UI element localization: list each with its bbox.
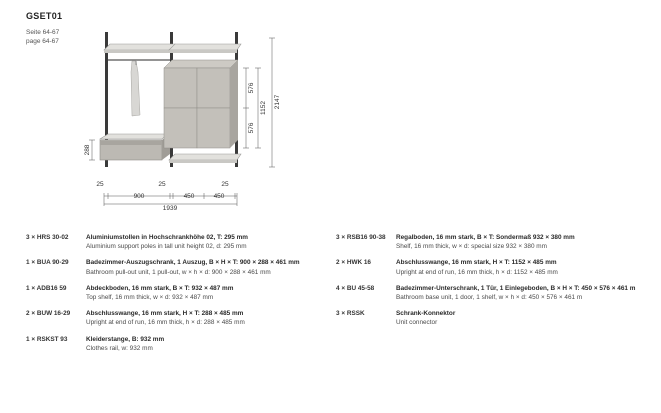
parts-row: [26, 284, 326, 302]
part-title: Abdeckboden, 16 mm stark, B × T: 932 × 487 mm: [86, 284, 234, 292]
part-quantity: 3 × RSB16 90-38: [336, 234, 386, 241]
parts-list-right: [336, 233, 636, 335]
part-subtitle: Upright at end of run, 16 mm thick, h × d: 288 × 485 mm: [86, 319, 245, 327]
dim-450-b: 450: [213, 193, 225, 200]
dim-2147: 2147: [274, 94, 281, 110]
part-subtitle: Bathroom base unit, 1 door, 1 shelf, w × h × d: 450 × 576 × 461 m: [396, 294, 583, 302]
dim-1939: 1939: [162, 205, 178, 210]
part-quantity: 1 × BUA 90-29: [26, 259, 69, 267]
part-quantity: 1 × ADB16 59: [26, 284, 67, 292]
part-title: Abschlusswange, 16 mm stark, H × T: 288 × 485 mm: [86, 310, 244, 318]
dim-25-c: 25: [221, 181, 229, 188]
dim-1152: 1152: [260, 101, 267, 115]
parts-row: [336, 284, 636, 302]
dim-450-a: 450: [183, 193, 195, 200]
dim-288: 288: [84, 144, 91, 156]
dim-900: 900: [133, 193, 145, 200]
set-code: GSET01: [26, 11, 63, 21]
dim-576-top: 576: [248, 82, 255, 94]
part-title: Badezimmer-Unterschrank, 1 Tür, 1 Einlegeboden, B × H × T: 450 × 576 × 461 m: [396, 284, 636, 292]
cabinet-top: [164, 60, 238, 68]
part-title: Badezimmer-Auszugschrank, 1 Auszug, B × H × T: 900 × 288 × 461 mm: [86, 259, 300, 267]
page-reference: [26, 28, 59, 46]
page-reference-de: Seite 64-67: [26, 29, 60, 36]
hanging-garment: [131, 61, 140, 116]
part-quantity: 4 × BU 45-58: [336, 284, 375, 292]
part-subtitle: Shelf, 16 mm thick, w × d: special size 932 × 380 mm: [396, 243, 547, 251]
parts-row: [336, 258, 636, 276]
parts-row: [336, 309, 636, 327]
part-subtitle: Unit connector: [396, 319, 438, 327]
parts-row: [26, 258, 326, 276]
part-quantity: 2 × HWK 16: [336, 259, 371, 267]
part-title: Aluminiumstollen in Hochschrankhöhe 02, T: 295 mm: [86, 234, 248, 241]
part-quantity: 3 × HRS 30-02: [26, 234, 69, 241]
part-title: Kleiderstange, B: 932 mm: [86, 335, 165, 343]
part-subtitle: Upright at end of run, 16 mm thick, h × d: 1152 × 485 mm: [396, 268, 558, 276]
part-quantity: 1 × RSKST 93: [26, 335, 68, 343]
dim-25-a: 25: [96, 181, 104, 188]
part-subtitle: Clothes rail, w: 932 mm: [86, 344, 153, 352]
part-subtitle: Top shelf, 16 mm thick, w × d: 932 × 487 mm: [86, 294, 214, 302]
dim-25-b: 25: [158, 181, 166, 188]
parts-list-left: [26, 233, 326, 360]
parts-row: [26, 233, 326, 251]
part-subtitle: Bathroom pull-out unit, 1 pull-out, w × h × d: 900 × 288 × 461 mm: [86, 268, 271, 276]
page-reference-en: page 64-67: [26, 38, 59, 45]
cabinet-door-top-right: [197, 68, 230, 108]
cabinet-door-top-left: [164, 68, 197, 108]
part-title: Regalboden, 16 mm stark, B × T: Sondermaß 932 × 380 mm: [396, 234, 575, 241]
part-title: Abschlusswange, 16 mm stark, H × T: 1152 × 485 mm: [396, 259, 557, 267]
dim-576-bottom: 576: [248, 122, 255, 134]
parts-row: [26, 335, 326, 353]
right-bottom-shelf: [169, 154, 241, 160]
parts-row: [336, 233, 636, 251]
part-quantity: 3 × RSSK: [336, 310, 365, 318]
part-subtitle: Aluminium support poles in tall unit height 02, d: 295 mm: [86, 243, 247, 251]
part-title: Schrank-Konnektor: [396, 310, 456, 318]
part-quantity: 2 × BUW 16-29: [26, 310, 71, 318]
top-shelf-right: [169, 44, 241, 50]
cabinet-door-bottom-left: [164, 108, 197, 148]
parts-row: [26, 309, 326, 327]
cabinet-door-bottom-right: [197, 108, 230, 148]
furniture-drawing: [80, 20, 310, 210]
top-shelf-left: [104, 44, 175, 50]
left-bottom-shelf: [100, 134, 168, 139]
